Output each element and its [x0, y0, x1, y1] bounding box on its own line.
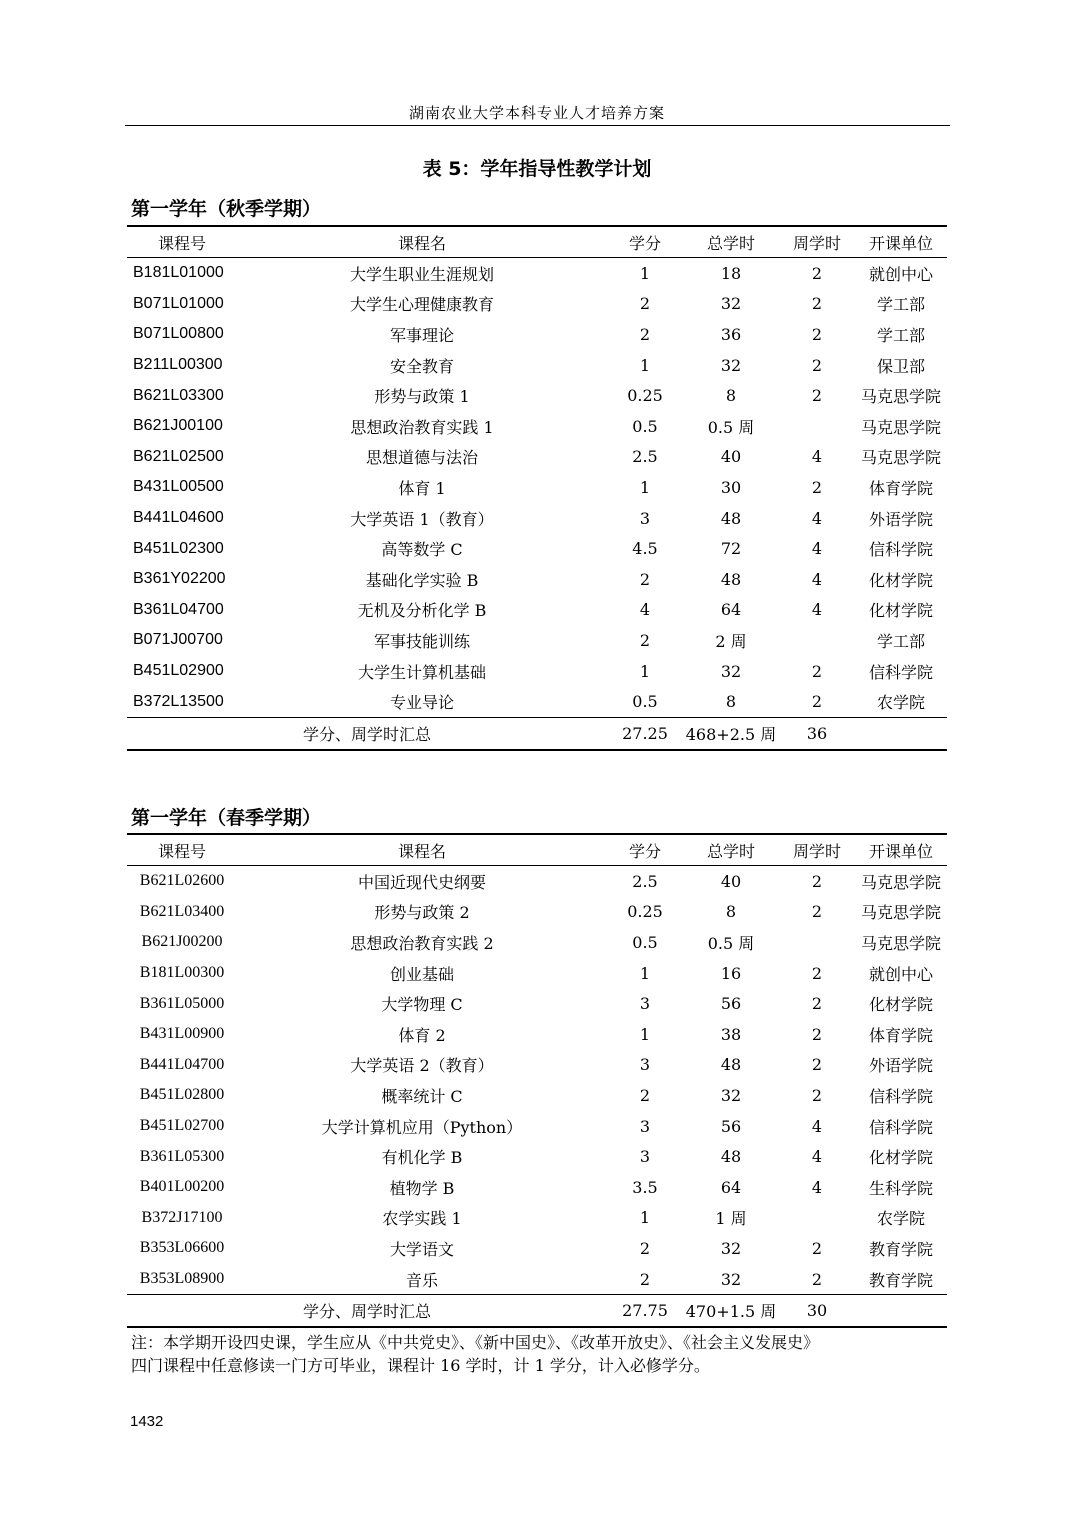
column-header-total-hours: 总学时: [683, 226, 779, 258]
credit-cell: 2: [639, 630, 651, 650]
course-name-cell: 大学计算机应用（Python）: [321, 1117, 523, 1137]
autumn-section-title: 第一学年（秋季学期）: [131, 198, 322, 220]
weekly-hours-cell: 2: [811, 1024, 823, 1044]
table-caption: 表 5：学年指导性教学计划: [422, 158, 652, 180]
credit-cell: 1: [639, 1024, 651, 1044]
total-hours-cell: 48: [720, 1055, 742, 1075]
department-cell: 化材学院: [868, 1148, 933, 1168]
table-row: [127, 1172, 947, 1203]
weekly-hours-cell: 4: [811, 600, 823, 620]
weekly-hours-cell: 2: [811, 477, 823, 497]
credit-cell: 2: [639, 324, 651, 344]
total-hours-cell: 8: [725, 902, 737, 922]
course-name-cell: 大学英语 1（教育）: [350, 509, 494, 529]
course-code-cell: B621J00100: [133, 417, 223, 435]
total-hours-cell: 32: [720, 1085, 742, 1105]
credit-cell: 4: [639, 600, 651, 620]
total-hours-cell: 40: [720, 871, 742, 891]
spring-course-table: [127, 833, 947, 1328]
department-cell: 体育学院: [868, 1025, 933, 1045]
summary-empty-cell: [855, 1295, 947, 1328]
course-name-cell: 无机及分析化学 B: [357, 601, 487, 621]
total-hours-cell: 56: [720, 994, 742, 1014]
table-row: [127, 1264, 947, 1295]
weekly-hours-cell: 4: [811, 508, 823, 528]
weekly-hours-cell: 2: [811, 386, 823, 406]
credit-cell: 3: [639, 1055, 651, 1075]
weekly-hours-cell: [779, 625, 855, 656]
summary-total-hours: 468+2.5 周: [683, 717, 779, 750]
course-code-cell: B451L02900: [133, 662, 224, 680]
credit-cell: 2: [639, 1269, 651, 1289]
total-hours-cell: 32: [720, 661, 742, 681]
course-code-cell: B431L00900: [139, 1025, 225, 1043]
total-hours-cell: 64: [720, 1177, 742, 1197]
course-code-cell: B441L04700: [139, 1055, 225, 1073]
course-name-cell: 大学语文: [389, 1239, 454, 1259]
total-hours-cell: 32: [720, 1269, 742, 1289]
table-row: [127, 258, 947, 289]
department-cell: 学工部: [876, 325, 925, 345]
column-header-credit: 学分: [607, 834, 683, 866]
column-header-unit: 开课单位: [855, 834, 947, 866]
course-code-cell: B181L00300: [139, 964, 225, 982]
table-row: [127, 380, 947, 411]
weekly-hours-cell: 2: [811, 324, 823, 344]
column-header-name: 课程名: [237, 226, 607, 258]
course-code-cell: B361L05000: [139, 994, 225, 1012]
credit-cell: 3: [639, 1147, 651, 1167]
department-cell: 就创中心: [868, 264, 933, 284]
credit-cell: 3.5: [632, 1177, 658, 1197]
total-hours-cell: 64: [720, 600, 742, 620]
credit-cell: 3: [639, 1116, 651, 1136]
table-row: [127, 1203, 947, 1234]
weekly-hours-cell: 2: [811, 355, 823, 375]
table-row: [127, 319, 947, 350]
course-code-cell: B621L03300: [133, 386, 224, 404]
weekly-hours-cell: 4: [811, 569, 823, 589]
table-row: [127, 927, 947, 958]
department-cell: 信科学院: [868, 540, 933, 560]
course-name-cell: 专业导论: [389, 693, 454, 713]
total-hours-cell: 40: [720, 447, 742, 467]
course-code-cell: B621J00200: [141, 933, 223, 951]
summary-credit: 27.75: [607, 1295, 683, 1328]
total-hours-cell: 56: [720, 1116, 742, 1136]
summary-total-hours: 470+1.5 周: [683, 1295, 779, 1328]
course-code-cell: B441L04600: [133, 509, 224, 527]
weekly-hours-cell: 2: [811, 994, 823, 1014]
weekly-hours-cell: 2: [811, 1238, 823, 1258]
department-cell: 农学院: [876, 693, 925, 713]
course-name-cell: 思想政治教育实践 1: [350, 417, 494, 437]
weekly-hours-cell: 4: [811, 447, 823, 467]
course-code-cell: B372J17100: [141, 1208, 223, 1226]
course-name-cell: 大学生计算机基础: [357, 662, 486, 682]
department-cell: 外语学院: [868, 1056, 933, 1076]
course-name-cell: 概率统计 C: [381, 1086, 463, 1106]
table-row: [127, 1111, 947, 1142]
course-code-cell: B431L00500: [133, 478, 224, 496]
column-header-name: 课程名: [237, 834, 607, 866]
course-code-cell: B071L01000: [133, 294, 224, 312]
department-cell: 教育学院: [868, 1270, 933, 1290]
table-row: [127, 1080, 947, 1111]
weekly-hours-cell: [779, 411, 855, 442]
course-name-cell: 有机化学 B: [381, 1148, 463, 1168]
department-cell: 化材学院: [868, 601, 933, 621]
department-cell: 外语学院: [868, 509, 933, 529]
table-row: [127, 503, 947, 534]
course-code-cell: B621L02600: [139, 872, 225, 890]
course-name-cell: 体育 1: [398, 478, 446, 498]
department-cell: 信科学院: [868, 1086, 933, 1106]
total-hours-cell: 36: [720, 324, 742, 344]
credit-cell: 1: [639, 355, 651, 375]
credit-cell: 0.5: [632, 416, 658, 436]
weekly-hours-cell: 2: [811, 692, 823, 712]
department-cell: 信科学院: [868, 662, 933, 682]
credit-cell: 1: [639, 1208, 651, 1228]
course-code-cell: B361L05300: [139, 1147, 225, 1165]
total-hours-cell: 0.5 周: [707, 417, 755, 437]
table-row: [127, 686, 947, 717]
table-row: [127, 289, 947, 320]
course-code-cell: B361L04700: [133, 600, 224, 618]
total-hours-cell: 1 周: [715, 1209, 747, 1229]
column-header-unit: 开课单位: [855, 226, 947, 258]
weekly-hours-cell: 4: [811, 539, 823, 559]
department-cell: 体育学院: [868, 478, 933, 498]
spring-table-body: [127, 866, 947, 1328]
weekly-hours-cell: 2: [811, 661, 823, 681]
credit-cell: 1: [639, 477, 651, 497]
weekly-hours-cell: 2: [811, 1085, 823, 1105]
course-code-cell: B361Y02200: [133, 570, 226, 588]
table-row: [127, 866, 947, 897]
summary-label: 学分、周学时汇总: [127, 717, 607, 750]
course-name-cell: 体育 2: [398, 1025, 446, 1045]
course-name-cell: 军事技能训练: [373, 631, 470, 651]
department-cell: 学工部: [876, 295, 925, 315]
course-code-cell: B451L02300: [133, 539, 224, 557]
course-code-cell: B451L02700: [139, 1117, 225, 1135]
department-cell: 化材学院: [868, 995, 933, 1015]
running-header-title: 湖南农业大学本科专业人才培养方案: [408, 104, 665, 122]
total-hours-cell: 48: [720, 1147, 742, 1167]
weekly-hours-cell: 2: [811, 1269, 823, 1289]
weekly-hours-cell: 4: [811, 1177, 823, 1197]
credit-cell: 0.25: [627, 386, 663, 406]
table-row: [127, 897, 947, 928]
credit-cell: 2: [639, 294, 651, 314]
department-cell: 农学院: [876, 1209, 925, 1229]
course-name-cell: 基础化学实验 B: [365, 570, 479, 590]
credit-cell: 1: [639, 963, 651, 983]
credit-cell: 0.5: [632, 692, 658, 712]
course-name-cell: 思想政治教育实践 2: [350, 933, 494, 953]
department-cell: 信科学院: [868, 1117, 933, 1137]
weekly-hours-cell: 2: [811, 294, 823, 314]
spring-section-title: 第一学年（春季学期）: [131, 807, 322, 829]
weekly-hours-cell: 2: [811, 1055, 823, 1075]
credit-cell: 2.5: [632, 447, 658, 467]
department-cell: 教育学院: [868, 1239, 933, 1259]
course-code-cell: B181L01000: [133, 264, 224, 282]
table-row: [127, 472, 947, 503]
course-name-cell: 大学物理 C: [381, 995, 463, 1015]
course-code-cell: B071L00800: [133, 325, 224, 343]
credit-cell: 0.5: [632, 932, 658, 952]
autumn-table-body: [127, 258, 947, 750]
course-name-cell: 形势与政策 2: [374, 903, 470, 923]
course-code-cell: B071J00700: [133, 631, 223, 649]
course-name-cell: 高等数学 C: [381, 540, 463, 560]
total-hours-cell: 18: [720, 263, 742, 283]
course-name-cell: 形势与政策 1: [374, 387, 470, 407]
column-header-weekly-hours: 周学时: [779, 834, 855, 866]
column-header-total-hours: 总学时: [683, 834, 779, 866]
table-header-row: [127, 226, 947, 258]
course-name-cell: 创业基础: [389, 964, 454, 984]
course-code-cell: B211L00300: [133, 356, 223, 374]
footnote-line-1: 注：本学期开设四史课，学生应从《中共党史》、《新中国史》、《改革开放史》、《社会主义发展史》: [131, 1333, 820, 1352]
total-hours-cell: 16: [720, 963, 742, 983]
department-cell: 马克思学院: [860, 903, 941, 923]
course-code-cell: B401L00200: [139, 1178, 225, 1196]
table-row: [127, 958, 947, 989]
weekly-hours-cell: 4: [811, 1147, 823, 1167]
credit-cell: 2: [639, 1238, 651, 1258]
table-row: [127, 1141, 947, 1172]
credit-cell: 0.25: [627, 902, 663, 922]
department-cell: 保卫部: [876, 356, 925, 376]
department-cell: 马克思学院: [860, 933, 941, 953]
total-hours-cell: 72: [720, 539, 742, 559]
weekly-hours-cell: 2: [811, 871, 823, 891]
column-header-code: 课程号: [127, 226, 237, 258]
course-name-cell: 安全教育: [389, 356, 454, 376]
total-hours-cell: 38: [720, 1024, 742, 1044]
table-row: [127, 1233, 947, 1264]
total-hours-cell: 30: [720, 477, 742, 497]
column-header-weekly-hours: 周学时: [779, 226, 855, 258]
total-hours-cell: 2 周: [715, 631, 747, 651]
course-name-cell: 音乐: [405, 1270, 438, 1290]
department-cell: 马克思学院: [860, 387, 941, 407]
total-hours-cell: 32: [720, 294, 742, 314]
course-name-cell: 中国近现代史纲要: [357, 872, 486, 892]
credit-cell: 3: [639, 508, 651, 528]
weekly-hours-cell: 2: [811, 263, 823, 283]
table-row: [127, 656, 947, 687]
course-name-cell: 大学生职业生涯规划: [349, 264, 494, 284]
summary-empty-cell: [855, 717, 947, 750]
total-hours-cell: 8: [725, 386, 737, 406]
summary-label: 学分、周学时汇总: [127, 1295, 607, 1328]
credit-cell: 1: [639, 263, 651, 283]
autumn-course-table: [127, 225, 947, 751]
summary-row: [127, 1295, 947, 1328]
total-hours-cell: 48: [720, 569, 742, 589]
credit-cell: 4.5: [632, 539, 658, 559]
summary-row: [127, 717, 947, 750]
total-hours-cell: 8: [725, 692, 737, 712]
course-code-cell: B451L02800: [139, 1086, 225, 1104]
department-cell: 马克思学院: [860, 872, 941, 892]
table-row: [127, 564, 947, 595]
course-code-cell: B621L02500: [133, 447, 224, 465]
course-code-cell: B353L06600: [139, 1239, 225, 1257]
summary-credit: 27.25: [607, 717, 683, 750]
table-row: [127, 350, 947, 381]
summary-weekly-hours: 36: [779, 717, 855, 750]
table-row: [127, 442, 947, 473]
table-row: [127, 533, 947, 564]
department-cell: 化材学院: [868, 570, 933, 590]
table-row: [127, 411, 947, 442]
department-cell: 生科学院: [868, 1178, 933, 1198]
department-cell: 就创中心: [868, 964, 933, 984]
weekly-hours-cell: [779, 1203, 855, 1234]
weekly-hours-cell: 2: [811, 902, 823, 922]
footnote: [131, 1331, 947, 1377]
course-code-cell: B621L03400: [139, 902, 225, 920]
table-header-row: [127, 834, 947, 866]
course-code-cell: B353L08900: [139, 1270, 225, 1288]
weekly-hours-cell: [779, 927, 855, 958]
course-code-cell: B372L13500: [133, 692, 224, 710]
course-name-cell: 农学实践 1: [382, 1209, 462, 1229]
table-row: [127, 1019, 947, 1050]
weekly-hours-cell: 4: [811, 1116, 823, 1136]
column-header-credit: 学分: [607, 226, 683, 258]
table-row: [127, 595, 947, 626]
credit-cell: 3: [639, 994, 651, 1014]
table-row: [127, 988, 947, 1019]
page-number: 1432: [130, 1413, 164, 1430]
course-name-cell: 思想道德与法治: [365, 448, 478, 468]
header-divider: [125, 125, 950, 126]
total-hours-cell: 32: [720, 355, 742, 375]
course-name-cell: 植物学 B: [389, 1178, 455, 1198]
credit-cell: 2.5: [632, 871, 658, 891]
summary-weekly-hours: 30: [779, 1295, 855, 1328]
department-cell: 马克思学院: [860, 448, 941, 468]
credit-cell: 2: [639, 1085, 651, 1105]
total-hours-cell: 0.5 周: [707, 933, 755, 953]
department-cell: 学工部: [876, 631, 925, 651]
credit-cell: 1: [639, 661, 651, 681]
course-name-cell: 大学生心理健康教育: [349, 295, 494, 315]
course-name-cell: 大学英语 2（教育）: [350, 1056, 494, 1076]
credit-cell: 2: [639, 569, 651, 589]
total-hours-cell: 32: [720, 1238, 742, 1258]
weekly-hours-cell: 2: [811, 963, 823, 983]
total-hours-cell: 48: [720, 508, 742, 528]
footnote-line-2: 四门课程中任意修读一门方可毕业，课程计 16 学时，计 1 学分，计入必修学分。: [131, 1356, 710, 1375]
column-header-code: 课程号: [127, 834, 237, 866]
table-row: [127, 1050, 947, 1081]
department-cell: 马克思学院: [860, 417, 941, 437]
course-name-cell: 军事理论: [389, 325, 454, 345]
table-row: [127, 625, 947, 656]
